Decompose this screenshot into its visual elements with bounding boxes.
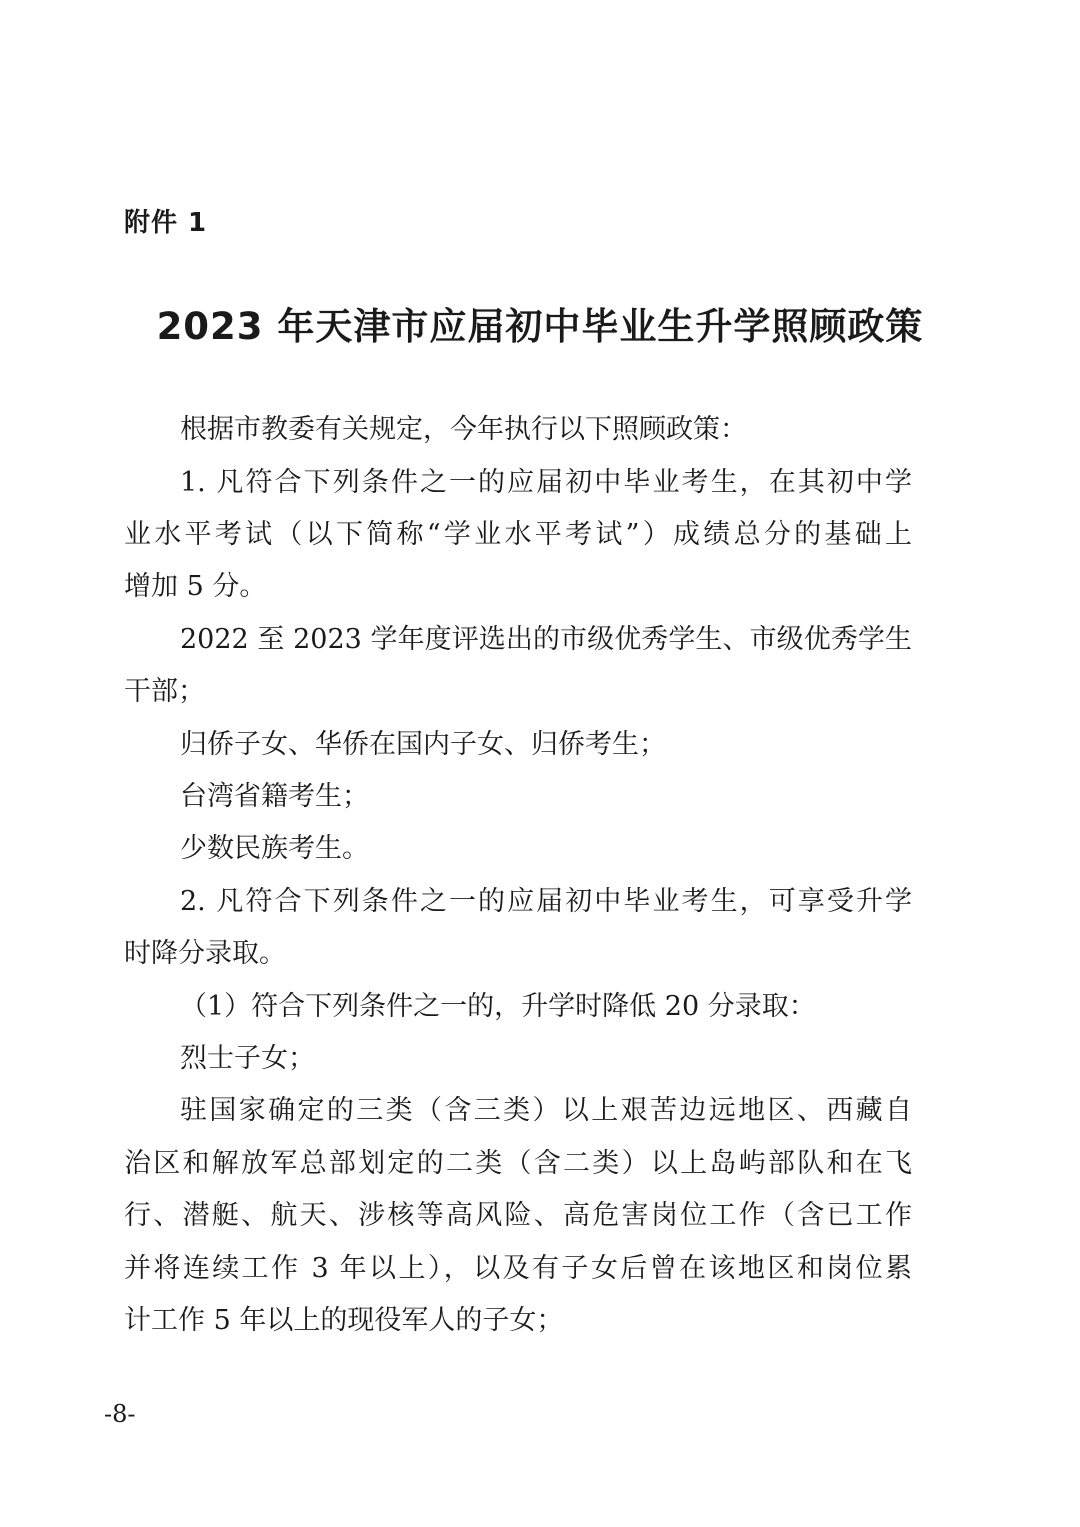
paragraph-line: 行、潜艇、航天、涉核等高风险、高危害岗位工作（含已工作	[124, 1200, 912, 1231]
paragraph-line: 台湾省籍考生；	[180, 781, 369, 812]
paragraph-line: 干部；	[124, 676, 205, 707]
paragraph-line: 归侨子女、华侨在国内子女、归侨考生；	[180, 729, 666, 760]
paragraph-line: 少数民族考生。	[180, 833, 369, 864]
paragraph-line: （1）符合下列条件之一的，升学时降低 20 分录取：	[180, 991, 816, 1022]
paragraph-line: 业水平考试（以下简称“学业水平考试”）成绩总分的基础上	[124, 519, 912, 550]
paragraph-line: 时降分录取。	[124, 938, 286, 969]
paragraph-line: 烈士子女；	[180, 1043, 315, 1074]
paragraph-line: 2. 凡符合下列条件之一的应届初中毕业考生，可享受升学	[180, 886, 912, 917]
paragraph-line: 根据市教委有关规定，今年执行以下照顾政策：	[180, 414, 747, 445]
paragraph-line: 2022 至 2023 学年度评选出的市级优秀学生、市级优秀学生	[180, 624, 912, 655]
attachment-label: 附件 1	[124, 208, 208, 238]
paragraph-line: 1. 凡符合下列条件之一的应届初中毕业考生，在其初中学	[180, 467, 912, 498]
paragraph-line: 增加 5 分。	[124, 571, 267, 602]
document-title: 2023 年天津市应届初中毕业生升学照顾政策	[156, 305, 924, 348]
page-number: -8-	[104, 1400, 136, 1428]
paragraph-line: 驻国家确定的三类（含三类）以上艰苦边远地区、西藏自	[180, 1095, 912, 1126]
paragraph-line: 计工作 5 年以上的现役军人的子女；	[124, 1305, 564, 1336]
paragraph-line: 治区和解放军总部划定的二类（含二类）以上岛屿部队和在飞	[124, 1148, 912, 1179]
paragraph-line: 并将连续工作 3 年以上），以及有子女后曾在该地区和岗位累	[124, 1253, 912, 1284]
